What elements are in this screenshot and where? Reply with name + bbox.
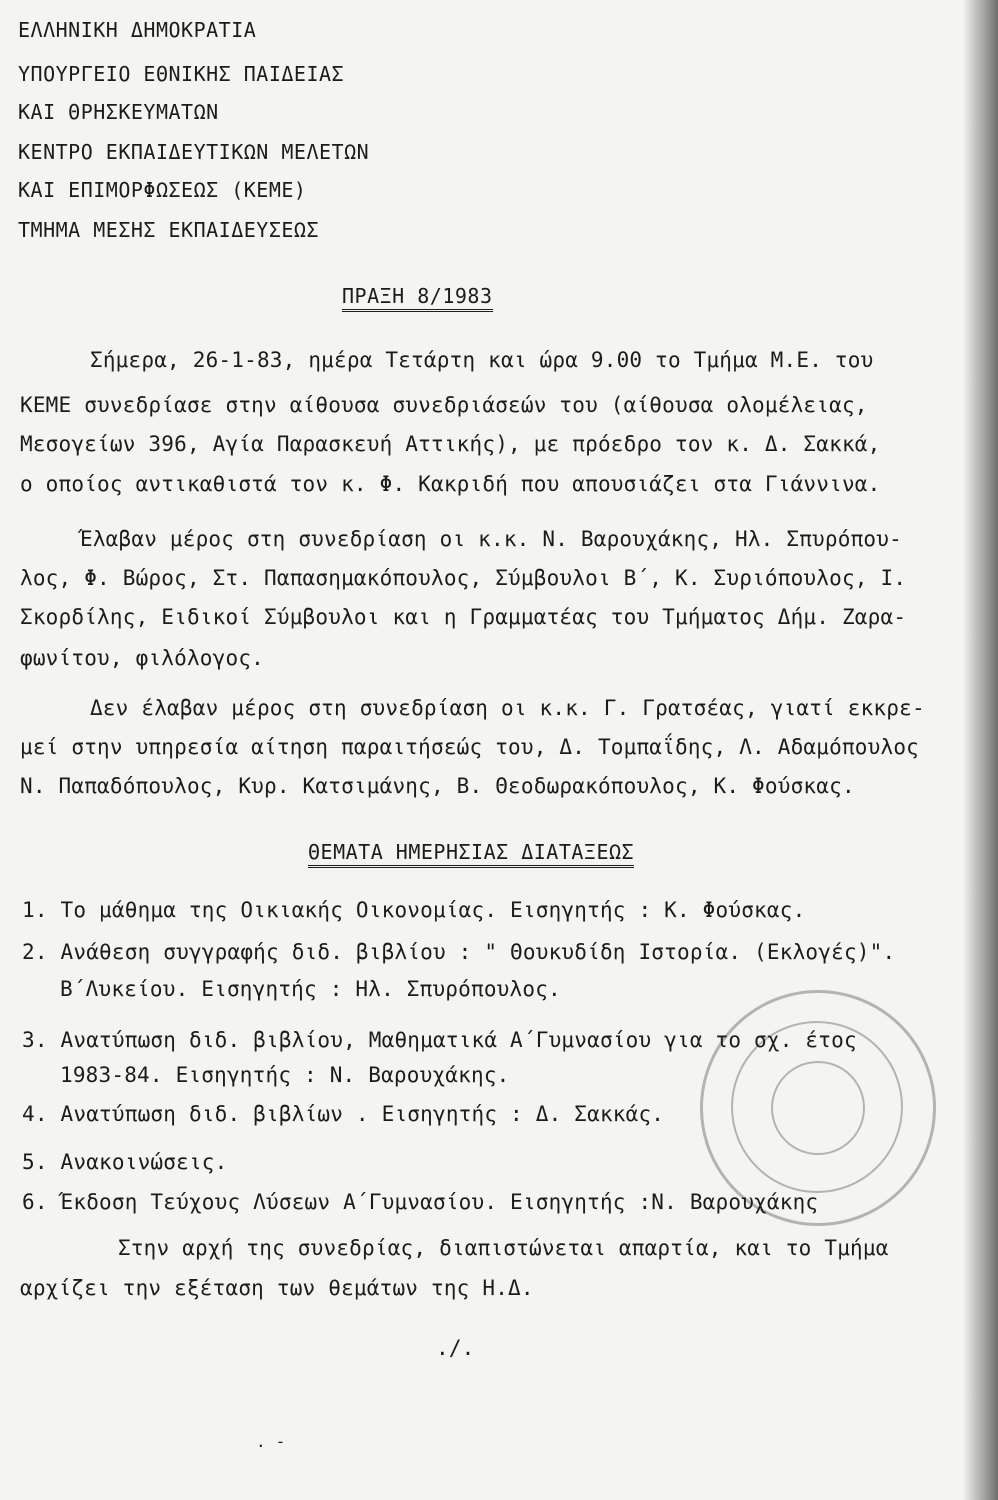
closing-line-1: Στην αρχή της συνεδρίας, διαπιστώνεται απαρτία, και το Τμήμα — [118, 1236, 889, 1260]
letterhead-line-2: ΥΠΟΥΡΓΕΙΟ ΕΘΝΙΚΗΣ ΠΑΙΔΕΙΑΣ — [18, 62, 345, 86]
page-binding-edge — [964, 0, 998, 1500]
absent-line-2: μεί στην υπηρεσία αίτηση παραιτήσεώς του, Δ. Τομπαΐδης, Λ. Αδαμόπουλος — [20, 735, 920, 759]
absent-line-3: Ν. Παπαδόπουλος, Κυρ. Κατσιμάνης, Β. Θεοδωρακόπουλος, Κ. Φούσκας. — [20, 774, 855, 798]
closing-line-2: αρχίζει την εξέταση των θεμάτων της Η.Δ. — [20, 1276, 534, 1300]
document-title: ΠΡΑΞΗ 8/1983 — [342, 284, 493, 312]
stamp-emblem — [771, 1061, 865, 1155]
letterhead-line-5: ΚΑΙ ΕΠΙΜΟΡΦΩΣΕΩΣ (ΚΕΜΕ) — [18, 178, 307, 202]
absent-line-1: Δεν έλαβαν μέρος στη συνεδρίαση οι κ.κ. Γ. Γρατσέας, γιατί εκκρε- — [90, 696, 925, 720]
letterhead-line-6: ΤΜΗΜΑ ΜΕΣΗΣ ΕΚΠΑΙΔΕΥΣΕΩΣ — [18, 218, 319, 242]
letterhead-line-4: ΚΕΝΤΡΟ ΕΚΠΑΙΔΕΥΤΙΚΩΝ ΜΕΛΕΤΩΝ — [18, 140, 370, 164]
present-line-3: Σκορδίλης, Ειδικοί Σύμβουλοι και η Γραμματέας του Τμήματος Δήμ. Ζαρα- — [20, 605, 907, 629]
agenda-item-3-continued: 1983-84. Εισηγητής : Ν. Βαρουχάκης. — [60, 1063, 510, 1087]
agenda-item-2: 2. Ανάθεση συγγραφής διδ. βιβλίου : " Θουκυδίδη Ιστορία. (Εκλογές)". — [22, 940, 896, 964]
intro-line-1: Σήμερα, 26-1-83, ημέρα Τετάρτη και ώρα 9.00 το Τμήμα Μ.Ε. του — [90, 348, 874, 372]
agenda-item-4: 4. Ανατύπωση διδ. βιβλίων . Εισηγητής : Δ. Σακκάς. — [22, 1102, 665, 1126]
agenda-item-2-continued: Β΄Λυκείου. Εισηγητής : Ηλ. Σπυρόπουλος. — [60, 977, 561, 1001]
letterhead-line-1: ΕΛΛΗΝΙΚΗ ΔΗΜΟΚΡΑΤΙΑ — [18, 18, 257, 42]
present-line-1: Έλαβαν μέρος στη συνεδρίαση οι κ.κ. Ν. Βαρουχάκης, Ηλ. Σπυρόπου- — [80, 527, 902, 551]
agenda-title: ΘΕΜΑΤΑ ΗΜΕΡΗΣΙΑΣ ΔΙΑΤΑΞΕΩΣ — [308, 840, 634, 868]
agenda-item-1: 1. Το μάθημα της Οικιακής Οικονομίας. Εισηγητής : Κ. Φούσκας. — [22, 898, 806, 922]
agenda-item-6: 6. Έκδοση Τεύχους Λύσεων Α΄Γυμνασίου. Εισηγητής :Ν. Βαρουχάκης — [22, 1190, 819, 1214]
intro-line-4: ο οποίος αντικαθιστά τον κ. Φ. Κακριδή που απουσιάζει στα Γιάννινα. — [20, 472, 881, 496]
intro-line-2: ΚΕΜΕ συνεδρίασε στην αίθουσα συνεδριάσεών του (αίθουσα ολομέλειας, — [20, 393, 868, 417]
present-line-4: φωνίτου, φιλόλογος. — [20, 646, 265, 670]
letterhead-line-3: ΚΑΙ ΘΡΗΣΚΕΥΜΑΤΩΝ — [18, 100, 219, 124]
present-line-2: λος, Φ. Βώρος, Στ. Παπασημακόπουλος, Σύμβουλοι Β΄, Κ. Συριόπουλος, Ι. — [20, 566, 907, 590]
footer-mark: . - — [256, 1432, 286, 1451]
agenda-item-5: 5. Ανακοινώσεις. — [22, 1150, 228, 1174]
intro-line-3: Μεσογείων 396, Αγία Παρασκευή Αττικής), με πρόεδρο τον κ. Δ. Σακκά, — [20, 432, 881, 456]
continuation-mark: ./. — [436, 1336, 475, 1360]
agenda-item-3: 3. Ανατύπωση διδ. βιβλίου, Μαθηματικά Α΄Γυμνασίου για το σχ. έτος — [22, 1028, 857, 1052]
